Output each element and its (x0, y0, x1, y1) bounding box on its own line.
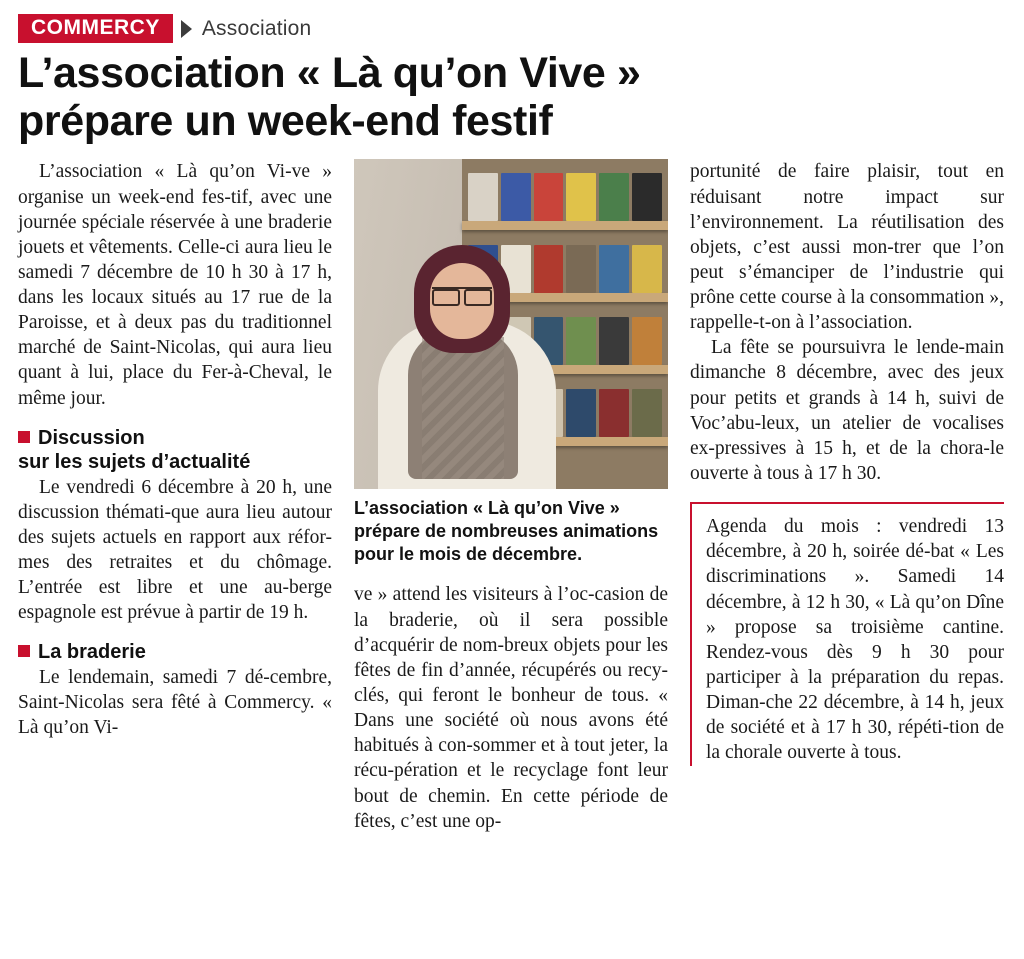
subheading-braderie (18, 640, 332, 664)
square-bullet-icon (18, 645, 30, 657)
breadcrumb (18, 14, 1006, 43)
column-left (18, 159, 332, 834)
subheading-discussion-line-2: sur les sujets d’actualité (18, 451, 251, 474)
chevron-right-icon (181, 20, 192, 38)
photo-image (354, 159, 668, 489)
paragraph-left-3: Le lendemain, samedi 7 dé-cembre, Saint-Nicolas sera fêté à Commercy. « Là qu’on Vi- (18, 666, 332, 739)
headline-line-1: L’association « Là qu’on Vive » (18, 49, 641, 98)
locality-tag: COMMERCY (18, 14, 173, 43)
glasses-icon (432, 287, 492, 303)
paragraph-left-2: Le vendredi 6 décembre à 20 h, une discussion thémati-que aura lieu autour des sujets actuels en rapport aux réfor-mes des retraites et du chômage. L’entrée est libre et une au-berge espagnole est prévue à partir de 19 h. (18, 476, 332, 624)
section-label: Association (201, 16, 312, 40)
photo-caption: L’association « Là qu’on Vive » prépare de nombreuses animations pour le mois de décembre. (354, 498, 659, 565)
column-right (690, 159, 1004, 834)
page-title (18, 49, 1006, 145)
paragraph-left-1: L’association « Là qu’on Vi-ve » organise un week-end fes-tif, avec une journée spéciale réservée à une braderie jouets et vêtements. Celle-ci aura lieu le samedi 7 décembre de 10 h 30 à 17 h, dans les locaux situés au 17 rue de la Paroisse, et à deux pas du traditionnel marché de Saint-Nicolas, qui aura lieu quant à lui, place du Fer-à-Cheval, le même jour. (18, 161, 332, 409)
column-middle (354, 159, 668, 834)
photo-person (372, 239, 562, 489)
square-bullet-icon (18, 431, 30, 443)
paragraph-middle-1: ve » attend les visiteurs à l’oc-casion de la braderie, où il sera possible d’acquérir de nom-breux objets pour les fêtes de fin d’année, récupérés ou recy-clés, qui feront le bonheur de tous. « Dans une société où nous avons été habitués à con-sommer et à tout jeter, la récu-pération et le recyclage font leur bout de chemin. En cette période de fêtes, c’est une op- (354, 584, 668, 832)
agenda-box (690, 502, 1004, 765)
article-columns (18, 159, 1006, 834)
paragraph-right-2: La fête se poursuivra le lende-main dimanche 8 décembre, avec des jeux pour petits et grands à 14 h, suivi de Voc’abu-leux, un atelier de vocalises ex-pressives à 15 h, et de la chora-le ouverte à tous à 17 h 30. (690, 337, 1004, 485)
headline-line-2: prépare un week-end festif (18, 97, 553, 146)
article-photo (354, 159, 668, 489)
agenda-text: Agenda du mois : vendredi 13 décembre, à 20 h, soirée dé-bat « Les discriminations ». Samedi 14 décembre, à 12 h 30, « Là qu’on Dîne » propose sa troisième cantine. Rendez-vous dès 9 h 30 pour participer à la préparation du repas. Diman-che 22 décembre, à 14 h, jeux de société et à 17 h 30, répéti-tion de la chorale ouverte à tous. (706, 516, 1004, 764)
subheading-discussion (18, 426, 332, 475)
subheading-braderie-label: La braderie (38, 641, 146, 664)
paragraph-right-1: portunité de faire plaisir, tout en réduisant notre impact sur l’environnement. La réutilisation des objets, c’est aussi mon-trer que l’on peut s’émanciper de l’industrie qui prône cette course à la consommation », rappelle-t-on à l’association. (690, 161, 1004, 334)
subheading-discussion-line-1: Discussion (38, 426, 145, 449)
